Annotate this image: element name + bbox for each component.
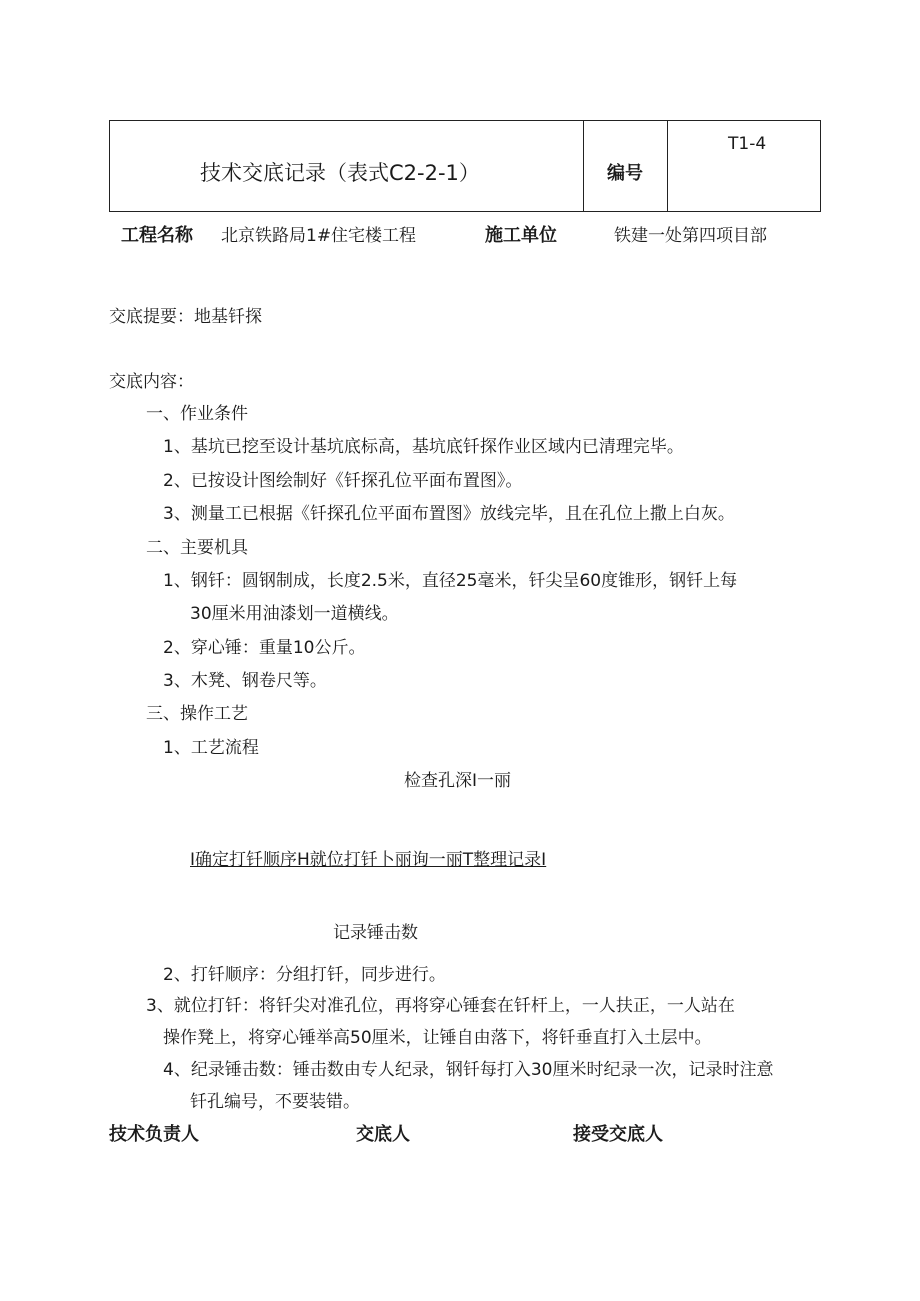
- list-item: 4、纪录锤击数：锤击数由专人纪录，钢钎每打入30厘米时纪录一次，记录时注意: [163, 1060, 774, 1080]
- list-item: 2、已按设计图绘制好《钎探孔位平面布置图》。: [163, 471, 523, 491]
- divider: [667, 121, 668, 211]
- list-item-continuation: 钎孔编号，不要装错。: [190, 1092, 360, 1112]
- briefer-label: 交底人: [356, 1124, 410, 1145]
- flow-main-line: I确定打钎顺序H就位打钎卜丽询一丽T整理记录I: [190, 850, 547, 870]
- divider: [583, 121, 584, 211]
- section-heading: 一、作业条件: [146, 404, 248, 424]
- list-item: 2、穿心锤：重量10公斤。: [163, 638, 366, 658]
- construction-unit-label: 施工单位: [485, 225, 557, 246]
- number-label: 编号: [607, 163, 643, 184]
- list-item-continuation: 30厘米用油漆划一道横线。: [190, 604, 399, 624]
- list-item-continuation: 操作凳上，将穿心锤举高50厘米，让锤自由落下，将钎垂直打入土层中。: [163, 1028, 712, 1048]
- list-item: 2、打钎顺序：分组打钎，同步进行。: [163, 965, 446, 985]
- project-name-label: 工程名称: [121, 225, 193, 246]
- flow-bottom-label: 记录锤击数: [333, 923, 418, 943]
- list-item: 3、测量工已根据《钎探孔位平面布置图》放线完毕，且在孔位上撒上白灰。: [163, 504, 735, 524]
- section-heading: 二、主要机具: [146, 538, 248, 558]
- section-heading: 三、操作工艺: [146, 704, 248, 724]
- header-table: [109, 120, 821, 212]
- project-name-value: 北京铁路局1#住宅楼工程: [221, 226, 417, 246]
- list-item: 1、工艺流程: [163, 738, 259, 758]
- document-title: 技术交底记录（表式C2-2-1）: [200, 161, 480, 185]
- tech-lead-label: 技术负责人: [109, 1124, 199, 1145]
- number-value: T1-4: [728, 134, 767, 154]
- flow-top-label: 检查孔深I一丽: [404, 771, 512, 791]
- list-item: 1、基坑已挖至设计基坑底标高，基坑底钎探作业区域内已清理完毕。: [163, 437, 684, 457]
- construction-unit-value: 铁建一处第四项目部: [614, 226, 767, 246]
- receiver-label: 接受交底人: [573, 1124, 663, 1145]
- list-item: 3、就位打钎：将钎尖对准孔位，再将穿心锤套在钎杆上，一人扶正，一人站在: [146, 996, 735, 1016]
- list-item: 1、钢钎：圆钢制成，长度2.5米，直径25毫米，钎尖呈60度锥形，钢钎上每: [163, 571, 738, 591]
- summary: 交底提要：地基钎探: [109, 307, 262, 327]
- list-item: 3、木凳、钢卷尺等。: [163, 671, 327, 691]
- content-heading: 交底内容：: [109, 372, 194, 392]
